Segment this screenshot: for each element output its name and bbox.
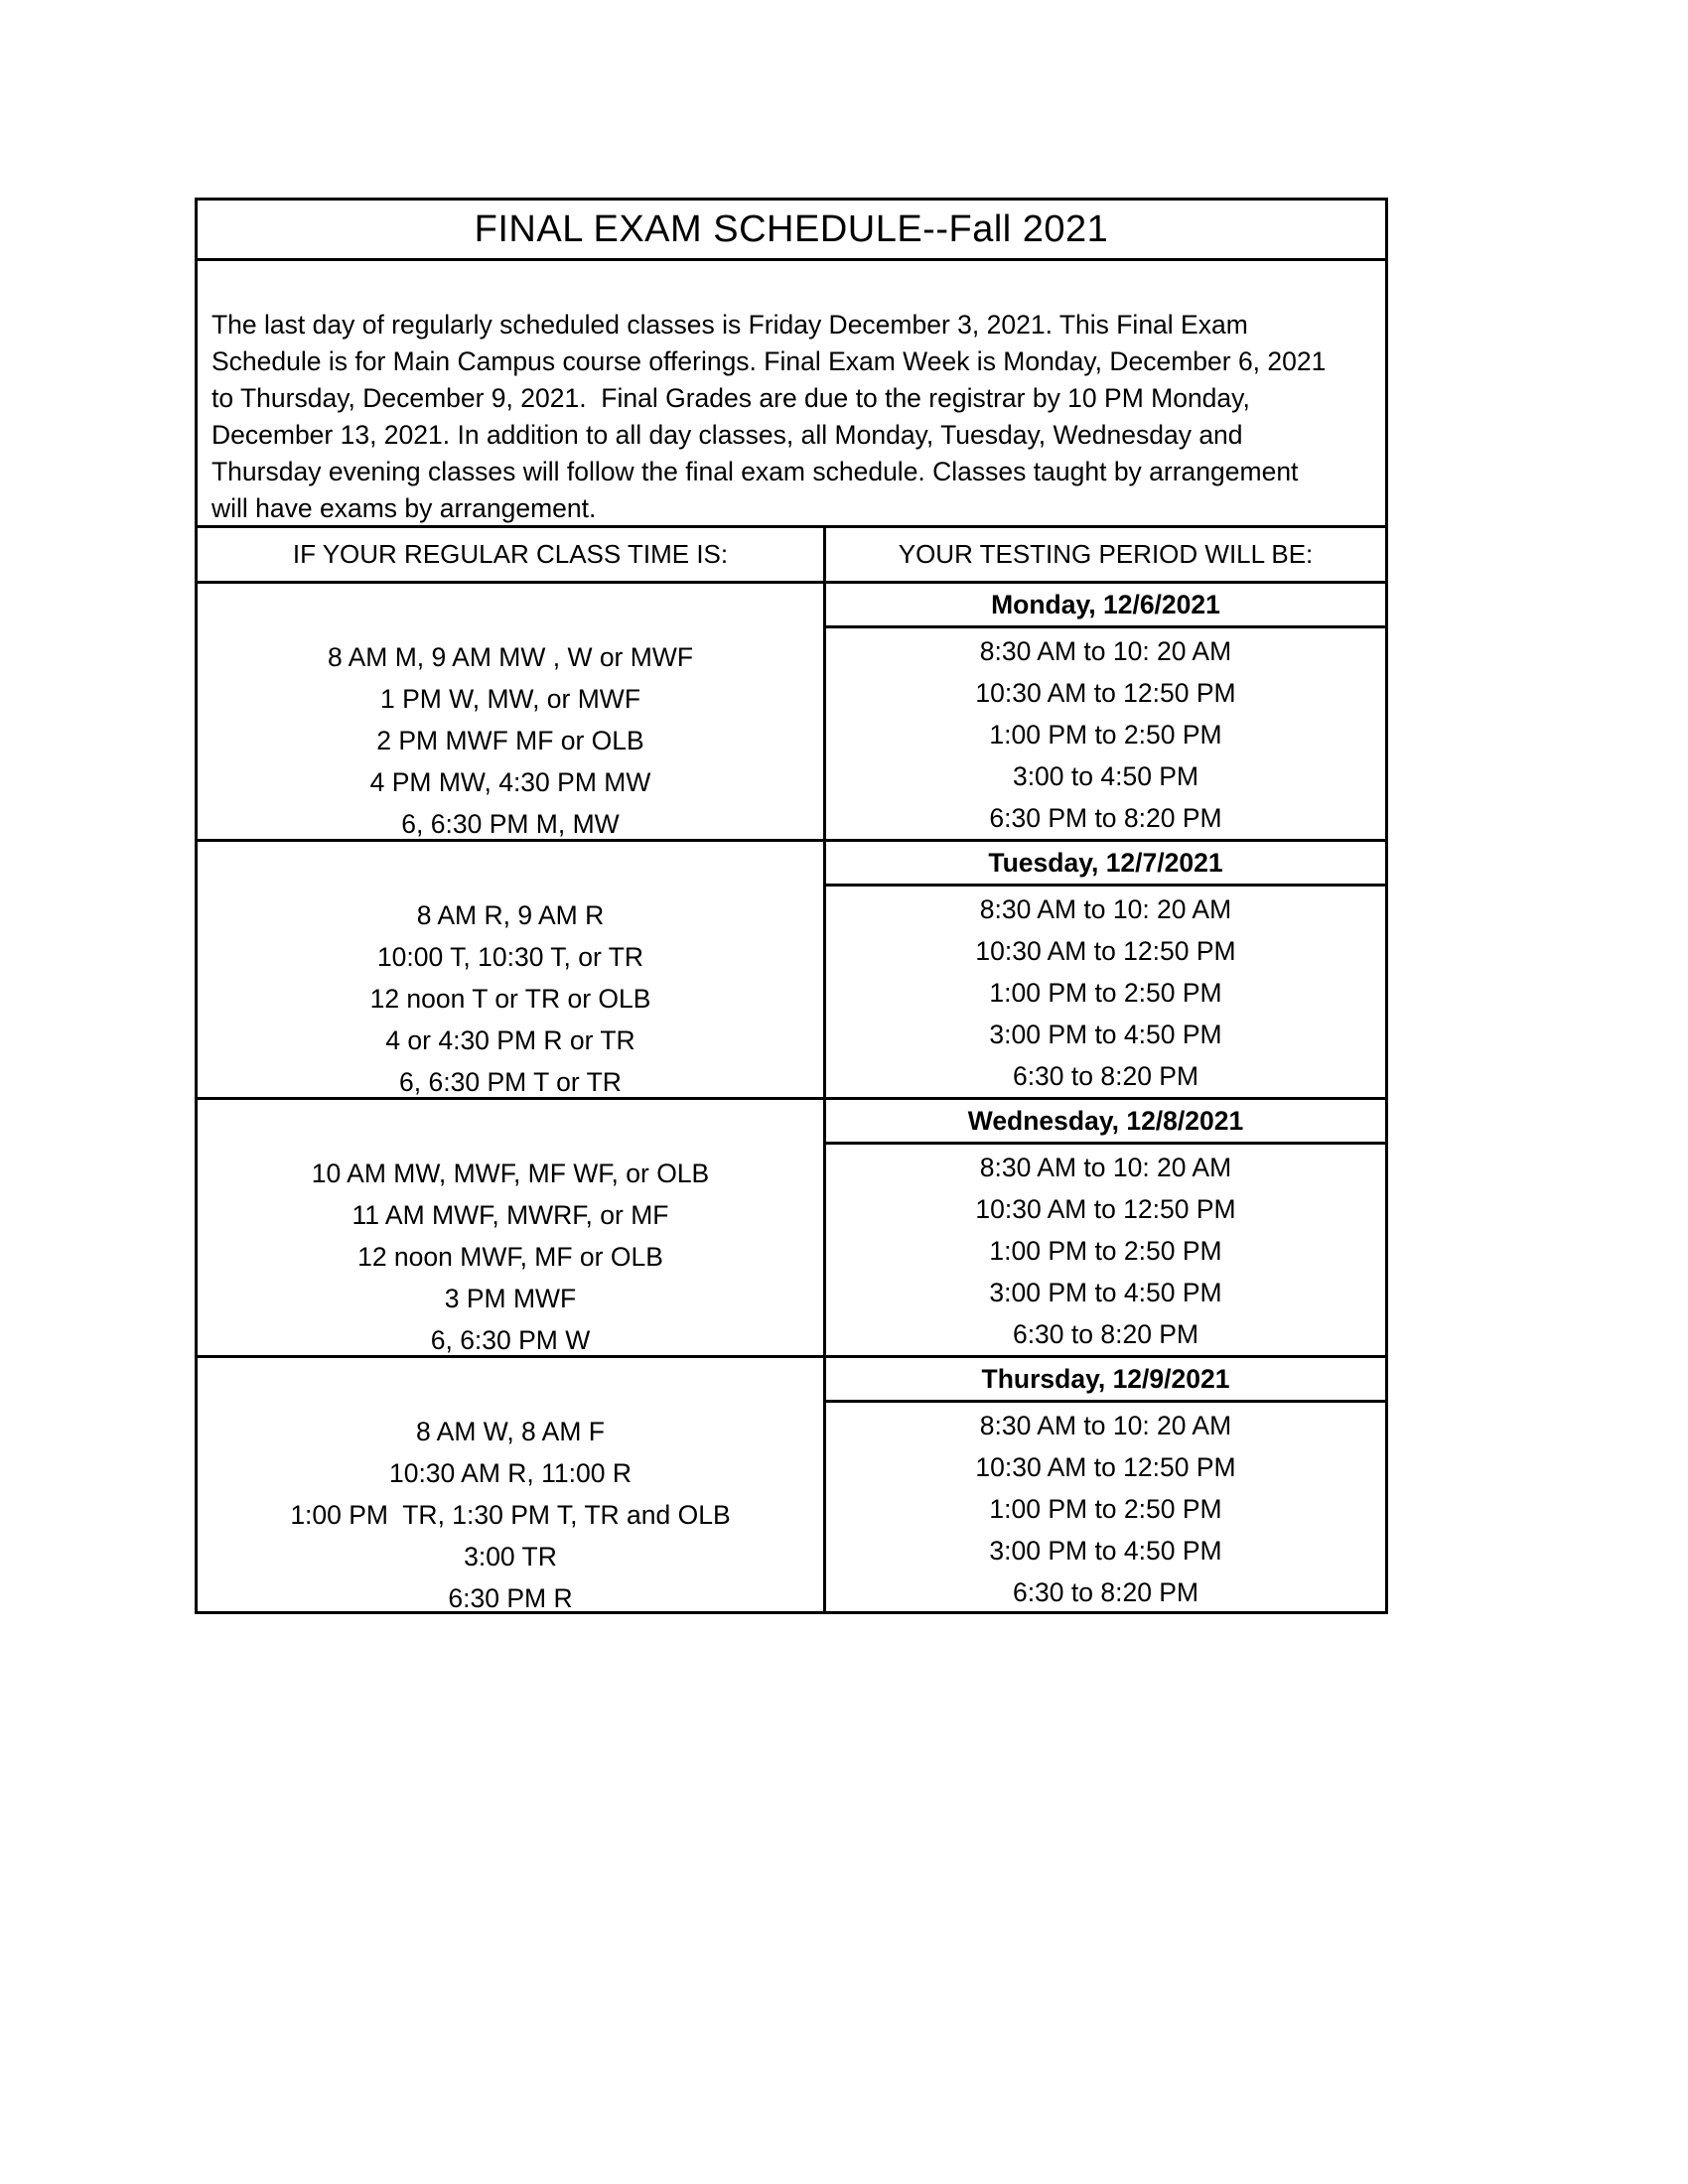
class-time: 12 noon T or TR or OLB bbox=[369, 983, 651, 1014]
testing-period: 3:00 PM to 4:50 PM bbox=[989, 1277, 1222, 1307]
class-time: 3:00 TR bbox=[464, 1541, 557, 1571]
class-times-cell bbox=[198, 584, 826, 839]
class-time: 12 noon MWF, MF or OLB bbox=[357, 1241, 663, 1272]
class-time: 8 AM M, 9 AM MW , W or MWF bbox=[327, 641, 694, 672]
class-time: 1 PM W, MW, or MWF bbox=[379, 683, 641, 714]
column-header-row bbox=[198, 528, 1385, 584]
day-block-monday bbox=[198, 584, 1385, 842]
testing-period: 6:30 PM to 8:20 PM bbox=[989, 802, 1222, 833]
class-time: 8 AM R, 9 AM R bbox=[416, 899, 605, 930]
testing-period-header: YOUR TESTING PERIOD WILL BE: bbox=[898, 539, 1314, 569]
class-times-cell bbox=[198, 1358, 826, 1611]
testing-period: 1:00 PM to 2:50 PM bbox=[989, 719, 1222, 750]
class-time: 6:30 PM R bbox=[448, 1582, 573, 1613]
testing-period: 1:00 PM to 2:50 PM bbox=[989, 1235, 1222, 1266]
class-time: 1:00 PM TR, 1:30 PM T, TR and OLB bbox=[290, 1499, 731, 1530]
class-time: 10 AM MW, MWF, MF WF, or OLB bbox=[311, 1158, 710, 1188]
class-times-cell bbox=[198, 842, 826, 1097]
testing-period: 10:30 AM to 12:50 PM bbox=[975, 677, 1236, 708]
class-time: 6, 6:30 PM M, MW bbox=[401, 808, 620, 839]
testing-period: 6:30 to 8:20 PM bbox=[1012, 1060, 1199, 1091]
testing-period: 3:00 to 4:50 PM bbox=[1012, 760, 1199, 791]
day-heading: Wednesday, 12/8/2021 bbox=[826, 1100, 1385, 1145]
exam-schedule-table bbox=[195, 198, 1388, 1614]
intro-paragraph bbox=[198, 261, 1385, 528]
class-time: 4 or 4:30 PM R or TR bbox=[385, 1024, 635, 1055]
day-heading: Tuesday, 12/7/2021 bbox=[826, 842, 1385, 887]
day-block-tuesday bbox=[198, 842, 1385, 1100]
testing-period: 1:00 PM to 2:50 PM bbox=[989, 977, 1222, 1008]
class-time: 6, 6:30 PM W bbox=[430, 1324, 591, 1355]
class-time: 10:00 T, 10:30 T, or TR bbox=[376, 941, 644, 972]
class-time: 8 AM W, 8 AM F bbox=[416, 1416, 605, 1446]
class-time: 3 PM MWF bbox=[444, 1283, 577, 1313]
day-heading: Monday, 12/6/2021 bbox=[826, 584, 1385, 628]
class-times-cell bbox=[198, 1100, 826, 1355]
day-block-wednesday bbox=[198, 1100, 1385, 1358]
testing-period: 10:30 AM to 12:50 PM bbox=[975, 1193, 1236, 1224]
testing-period: 3:00 PM to 4:50 PM bbox=[989, 1019, 1222, 1049]
testing-period: 8:30 AM to 10: 20 AM bbox=[979, 1152, 1232, 1182]
testing-period: 1:00 PM to 2:50 PM bbox=[989, 1493, 1222, 1524]
intro-line: The last day of regularly scheduled classes is Friday December 3, 2021. This Final Exam bbox=[211, 310, 1248, 340]
class-time-header: IF YOUR REGULAR CLASS TIME IS: bbox=[198, 528, 826, 581]
class-time: 11 AM MWF, MWRF, or MF bbox=[352, 1199, 669, 1230]
testing-period: 8:30 AM to 10: 20 AM bbox=[979, 1410, 1232, 1440]
testing-period: 10:30 AM to 12:50 PM bbox=[975, 1451, 1236, 1482]
class-time: 4 PM MW, 4:30 PM MW bbox=[369, 766, 651, 797]
testing-periods-cell bbox=[826, 1100, 1385, 1355]
intro-line: December 13, 2021. In addition to all day classes, all Monday, Tuesday, Wednesday and bbox=[211, 420, 1243, 450]
testing-periods-cell bbox=[826, 842, 1385, 1097]
testing-periods-cell bbox=[826, 584, 1385, 839]
day-heading: Thursday, 12/9/2021 bbox=[826, 1358, 1385, 1403]
class-time: 2 PM MWF MF or OLB bbox=[376, 725, 644, 755]
class-time: 6, 6:30 PM T or TR bbox=[399, 1066, 622, 1097]
testing-period: 10:30 AM to 12:50 PM bbox=[975, 935, 1236, 966]
testing-period: 6:30 to 8:20 PM bbox=[1012, 1318, 1199, 1349]
testing-period: 8:30 AM to 10: 20 AM bbox=[979, 893, 1232, 924]
testing-periods-cell bbox=[826, 1358, 1385, 1611]
page-title: FINAL EXAM SCHEDULE--Fall 2021 bbox=[198, 201, 1385, 261]
testing-period: 8:30 AM to 10: 20 AM bbox=[979, 635, 1232, 666]
intro-line: will have exams by arrangement. bbox=[211, 493, 597, 523]
intro-line: to Thursday, December 9, 2021. Final Grades are due to the registrar by 10 PM Monday, bbox=[211, 383, 1250, 413]
day-block-thursday bbox=[198, 1358, 1385, 1611]
class-time: 10:30 AM R, 11:00 R bbox=[388, 1457, 633, 1488]
intro-line: Schedule is for Main Campus course offerings. Final Exam Week is Monday, December 6, 2021 bbox=[211, 346, 1327, 376]
testing-period: 3:00 PM to 4:50 PM bbox=[989, 1535, 1222, 1566]
testing-period: 6:30 to 8:20 PM bbox=[1012, 1576, 1199, 1607]
intro-line: Thursday evening classes will follow the final exam schedule. Classes taught by arrangement bbox=[211, 457, 1299, 486]
